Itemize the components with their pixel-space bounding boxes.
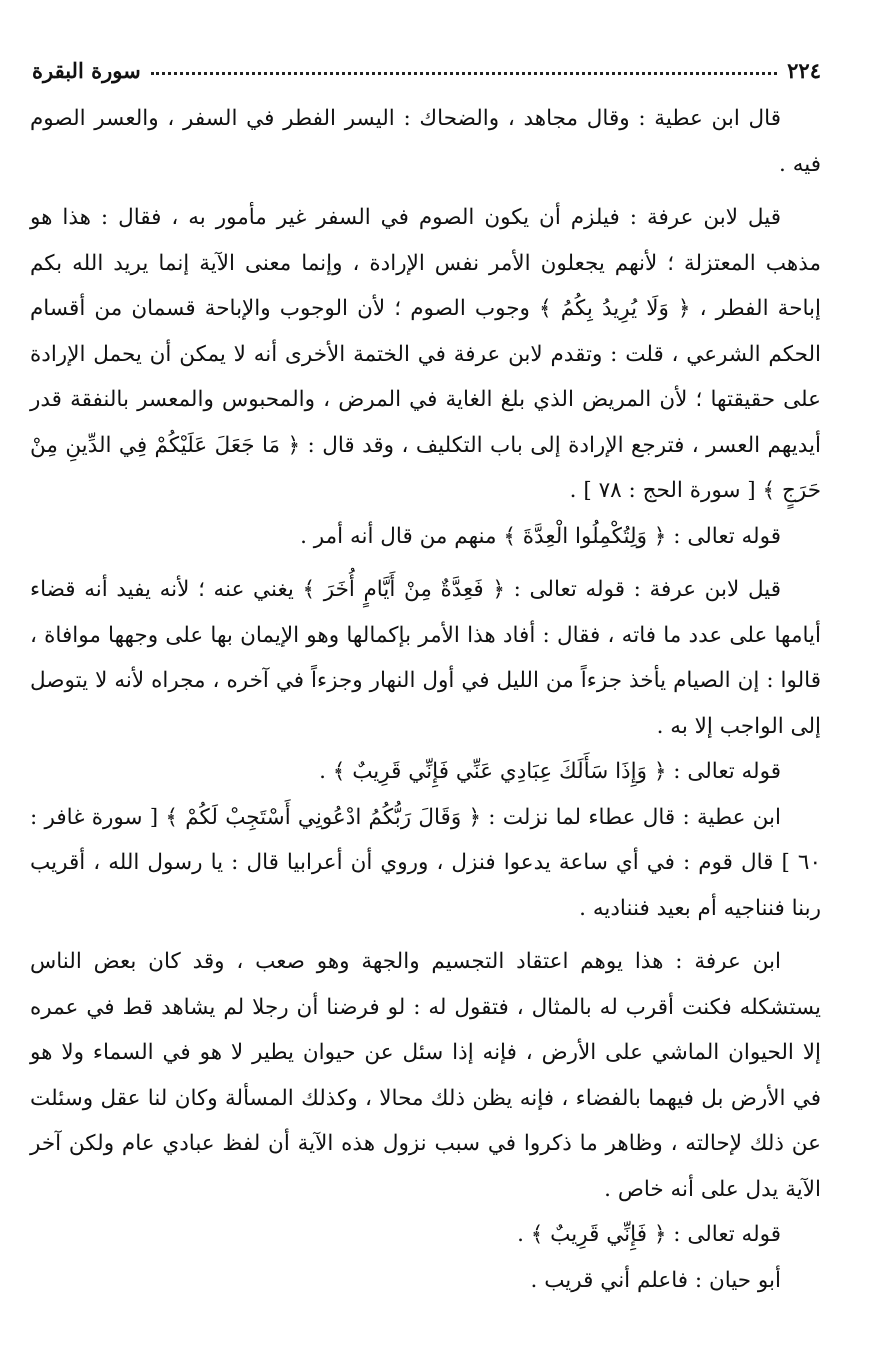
page-body — [30, 96, 821, 1303]
paragraph: قوله تعالى : ﴿ وَلِتُكْمِلُوا الْعِدَّةَ ﴾ منهم من قال أنه أمر . — [300, 523, 781, 549]
page-number: ٢٢٤ — [787, 57, 821, 83]
paragraph: ابن عطية : قال عطاء لما نزلت : ﴿ وَقَالَ رَبُّكُمُ ادْعُونِي أَسْتَجِبْ لَكُمْ ﴾ [ سورة غافر : ٦٠ ] قال قوم : في أي ساعة يدعوا فنزل ، وروي أن أعرابيا قال : يا رسول الله ، أقريب ربنا فنناجيه أم بعيد فنناديه . — [30, 804, 821, 921]
paragraph: قوله تعالى : ﴿ فَإِنِّي قَرِيبٌ ﴾ . — [517, 1222, 781, 1247]
surah-title: سورة البقرة — [32, 57, 141, 83]
page-header — [32, 50, 821, 90]
paragraph: ابن عرفة : هذا يوهم اعتقاد التجسيم والجهة وهو صعب ، وقد كان بعض الناس يستشكله فكنت أقرب له بالمثال ، فتقول له : لو فرضنا أن رجلا لم يشاهد قط في عمره إلا الحيوان الماشي على الأرض ، فإنه إذا سئل عن حيوان يطير لا هو في السماء ولا هو في الأرض بل فيهما بالفضاء ، فإنه يظن ذلك محالا ، وكذلك المسألة وكان لنا عقل وسئلت عن ذلك لإحالته ، وظاهر ما ذكروا في سبب نزول هذه الآية أن لفظ عبادي عام ولكن آخر الآية يدل على أنه خاص . — [30, 949, 821, 1202]
paragraph: قوله تعالى : ﴿ وَإِذَا سَأَلَكَ عِبَادِي عَنِّي فَإِنِّي قَرِيبٌ ﴾ . — [319, 759, 781, 784]
paragraph: أبو حيان : فاعلم أني قريب . — [530, 1267, 781, 1293]
paragraph: قيل لابن عرفة : قوله تعالى : ﴿ فَعِدَّةٌ مِنْ أَيَّامٍ أُخَرَ ﴾ يغني عنه ؛ لأنه يفيد أنه قضاء أيامها على عدد ما فاته ، فقال : أفاد هذا الأمر بإكمالها وهو الإيمان بها على وجهها موافاة ، قالوا : إن الصيام يأخذ جزءاً من الليل في أول النهار وجزءاً في آخره ، مجراه لأنه لا يتوصل إلى الواجب إلا به . — [30, 577, 821, 739]
paragraph: قيل لابن عرفة : فيلزم أن يكون الصوم في السفر غير مأمور به ، فقال : هذا هو مذهب المعتزلة ؛ لأنهم يجعلون الأمر نفس الإرادة ، وإنما معنى الآية إنما يريد الله بكم إباحة الفطر ، ﴿ وَلَا يُرِيدُ بِكُمُ ﴾ وجوب الصوم ؛ لأن الوجوب والإباحة قسمان من أقسام الحكم الشرعي ، قلت : وتقدم لابن عرفة في الختمة الأخرى أنه لا يمكن أن يحمل الإرادة على حقيقتها ؛ لأن المريض الذي بلغ الغاية في المرض ، والمحبوس والمعسر بالنفقة قدر أيديهم العسر ، فترجع الإرادة إلى باب التكليف ، وقد قال : ﴿ مَا جَعَلَ عَلَيْكُمْ فِي الدِّينِ مِنْ حَرَجٍ ﴾ [ سورة الحج : ٧٨ ] . — [30, 205, 821, 503]
paragraph: قال ابن عطية : وقال مجاهد ، والضحاك : اليسر الفطر في السفر ، والعسر الصوم فيه . — [30, 106, 821, 177]
header-dotted-leader — [151, 72, 777, 75]
